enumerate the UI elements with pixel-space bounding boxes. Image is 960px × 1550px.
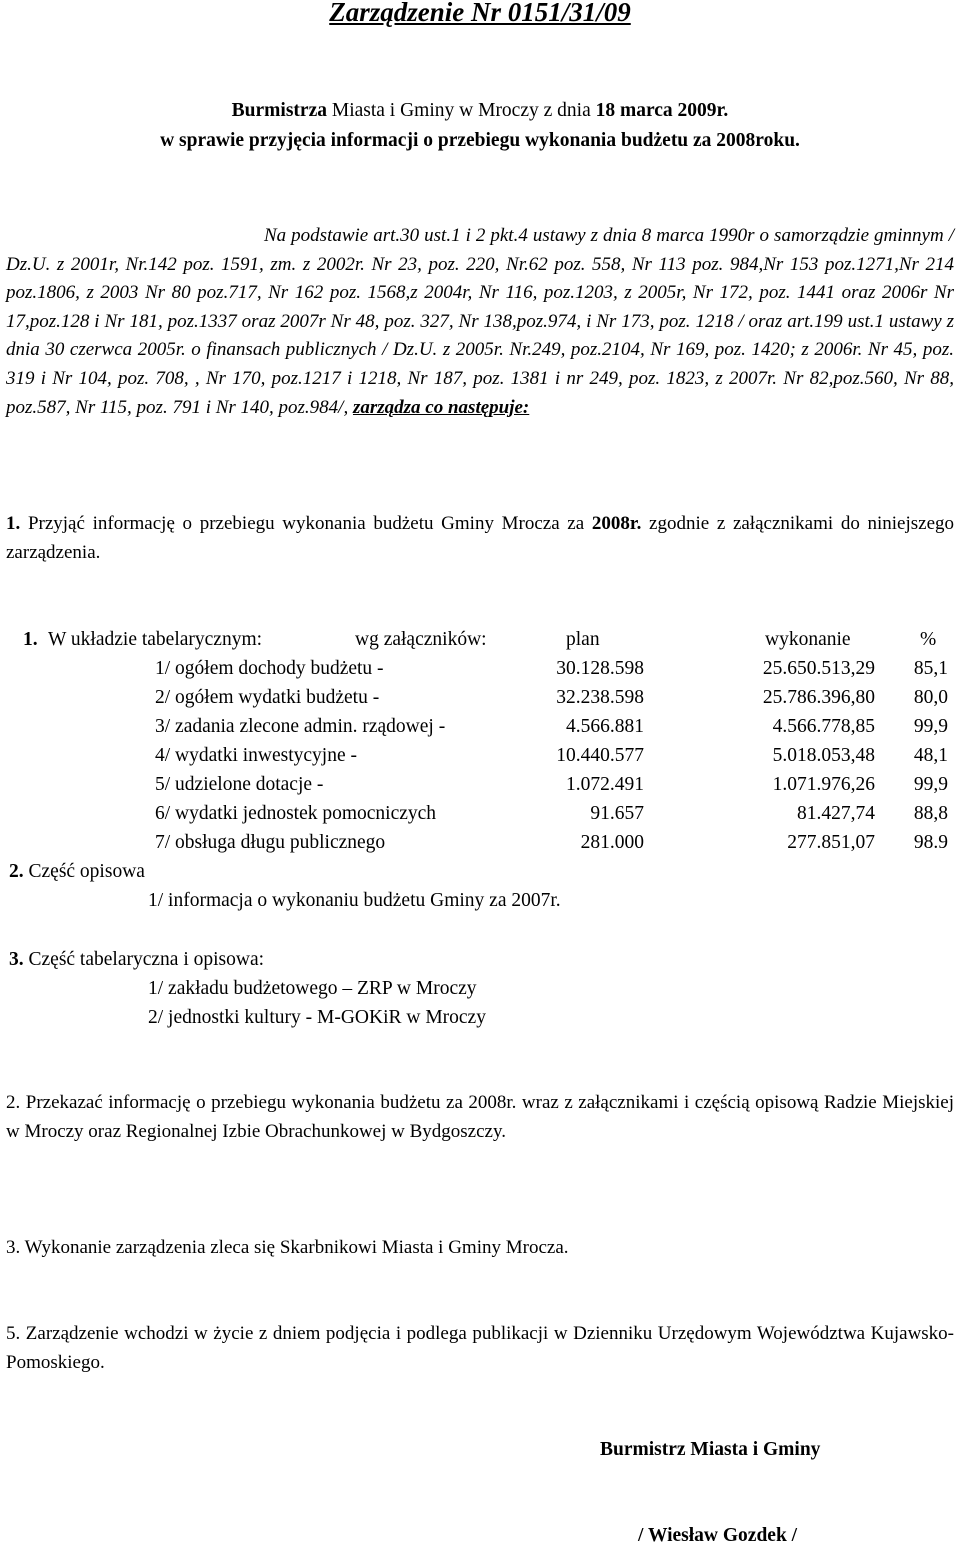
row-name: 3/ zadania zlecone admin. rządowej -: [155, 716, 446, 737]
row-plan: 30.128.598: [556, 658, 644, 679]
row-exec: 25.650.513,29: [762, 658, 875, 679]
header-date: 18 marca 2009r.: [595, 100, 729, 121]
row-name: 4/ wydatki inwestycyjne -: [155, 745, 357, 766]
part-3-item-1: 1/ zakładu budżetowego – ZRP w Mroczy: [148, 978, 477, 999]
row-plan: 4.566.881: [566, 716, 644, 737]
signature-role: Burmistrz Miasta i Gminy: [600, 1439, 821, 1460]
table-row: [0, 742, 960, 770]
part-2-item: 1/ informacja o wykonaniu budżetu Gminy za 2007r.: [148, 890, 561, 911]
part-3-label: Część tabelaryczna i opisowa:: [28, 949, 265, 970]
table-row: [0, 829, 960, 857]
table-heading-label: W układzie tabelarycznym:: [48, 629, 263, 650]
document-title: Zarządzenie Nr 0151/31/09: [329, 0, 631, 27]
col-header-pct: %: [920, 629, 937, 650]
row-plan: 1.072.491: [566, 774, 644, 795]
row-plan: 91.657: [590, 803, 644, 824]
row-pct: 80,0: [913, 687, 948, 708]
row-exec: 4.566.778,85: [772, 716, 875, 737]
row-name: 6/ wydatki jednostek pomocniczych: [155, 803, 437, 824]
item-1-year: 2008r.: [591, 513, 642, 534]
part-3-heading: [9, 946, 264, 974]
row-name: 2/ ogółem wydatki budżetu -: [155, 687, 380, 708]
row-name: 1/ ogółem dochody budżetu -: [155, 658, 384, 679]
item-3: [6, 1234, 954, 1263]
item-1-text-end: zgodnie z załącznikami do niniejszego zarządzenia.: [6, 513, 955, 563]
table-row: [0, 655, 960, 683]
row-exec: 277.851,07: [787, 832, 875, 853]
item-5-number: 5.: [6, 1323, 21, 1344]
table-row: [0, 684, 960, 712]
table-header: [0, 626, 960, 654]
row-name: 5/ udzielone dotacje -: [155, 774, 324, 795]
part-3-number: 3.: [9, 949, 24, 970]
item-5: [6, 1320, 954, 1377]
row-exec: 81.427,74: [797, 803, 875, 824]
table-row: [0, 771, 960, 799]
header-line-1: [0, 97, 960, 125]
item-1: [6, 510, 954, 567]
row-name: 7/ obsługa długu publicznego: [155, 832, 386, 853]
header-subject: w sprawie przyjęcia informacji o przebiegu wykonania budżetu za 2008roku.: [160, 130, 800, 151]
part-2-number: 2.: [9, 861, 24, 882]
row-pct: 48,1: [913, 745, 948, 766]
item-5-text: Zarządzenie wchodzi w życie z dniem podjęcia i podlega publikacji w Dzienniku Urzędowym Województwa Kujawsko-Pomoskiego.: [6, 1323, 955, 1373]
row-plan: 32.238.598: [556, 687, 644, 708]
row-pct: 99,9: [913, 716, 948, 737]
item-2-text: Przekazać informację o przebiegu wykonania budżetu za 2008r. wraz z załącznikami i częścią opisową Radzie Miejskiej w Mroczy oraz Regionalnej Izbie Obrachunkowej w Bydgoszczy.: [6, 1092, 955, 1142]
item-3-text: Wykonanie zarządzenia zleca się Skarbnikowi Miasta i Gminy Mrocza.: [24, 1237, 569, 1258]
item-1-text: Przyjąć informację o przebiegu wykonania budżetu Gminy Mrocza za: [27, 513, 585, 534]
table-row: [0, 800, 960, 828]
signature-name: / Wiesław Gozdek /: [638, 1525, 798, 1546]
part-2-heading: [9, 858, 145, 886]
table-heading-number: 1.: [23, 629, 38, 650]
legal-basis-text: Na podstawie art.30 ust.1 i 2 pkt.4 ustawy z dnia 8 marca 1990r o samorządzie gminnym / Dz.U. z 2001r, Nr.142 poz. 1591, zm. z 2002r. Nr 23, poz. 220, Nr.62 poz. 558, Nr 113 poz. 984,Nr 153 poz.1271,Nr 214 poz.1806, z 2003 Nr 80 poz.717, Nr 162 poz. 1568,z 2004r, Nr 116, poz.1203, z 2005r, Nr 172, poz. 1441 oraz 2006r Nr 17,poz.128 i Nr 181, poz.1337 oraz 2007r Nr 48, poz. 327, Nr 138,poz.974, i Nr 173, poz. 1218 / oraz art.199 ust.1 ustawy z dnia 30 czerwca 2005r. o finansach publicznych / Dz.U. z 2005r. Nr.249, poz.2104, Nr 169, poz. 1420; z 2006r. Nr 45, poz. 319 i Nr 104, poz. 708, , Nr 170, poz.1217 i 1218, Nr 187, poz. 1381 i nr 249, poz. 1823, z 2007r. Nr 82,poz.560, Nr 88, poz.587, Nr 115, poz. 791 i Nr 140, poz.984/,: [6, 225, 954, 418]
part-2-label: Część opisowa: [28, 861, 145, 882]
row-pct: 99,9: [913, 774, 948, 795]
table-row: [0, 713, 960, 741]
row-plan: 10.440.577: [556, 745, 644, 766]
row-plan: 281.000: [580, 832, 644, 853]
row-pct: 85,1: [913, 658, 948, 679]
row-exec: 1.071.976,26: [772, 774, 875, 795]
col-header-plan: plan: [566, 629, 600, 650]
header-issuer: Burmistrza: [231, 100, 327, 121]
row-pct: 98.9: [913, 832, 948, 853]
row-exec: 5.018.053,48: [772, 745, 875, 766]
row-exec: 25.786.396,80: [762, 687, 875, 708]
item-2-number: 2.: [6, 1092, 21, 1113]
col-header-name: wg załączników:: [355, 629, 487, 650]
row-pct: 88,8: [913, 803, 948, 824]
col-header-exec: wykonanie: [765, 629, 851, 650]
legal-basis: [6, 222, 954, 422]
item-2: [6, 1089, 954, 1146]
item-3-number: 3.: [6, 1237, 21, 1258]
header-place: Miasta i Gminy w Mroczy z dnia: [331, 100, 591, 121]
part-3-item-2: 2/ jednostki kultury - M-GOKiR w Mroczy: [148, 1007, 486, 1028]
item-1-number: 1.: [6, 513, 21, 534]
decree-phrase: zarządza co następuje:: [352, 396, 530, 418]
